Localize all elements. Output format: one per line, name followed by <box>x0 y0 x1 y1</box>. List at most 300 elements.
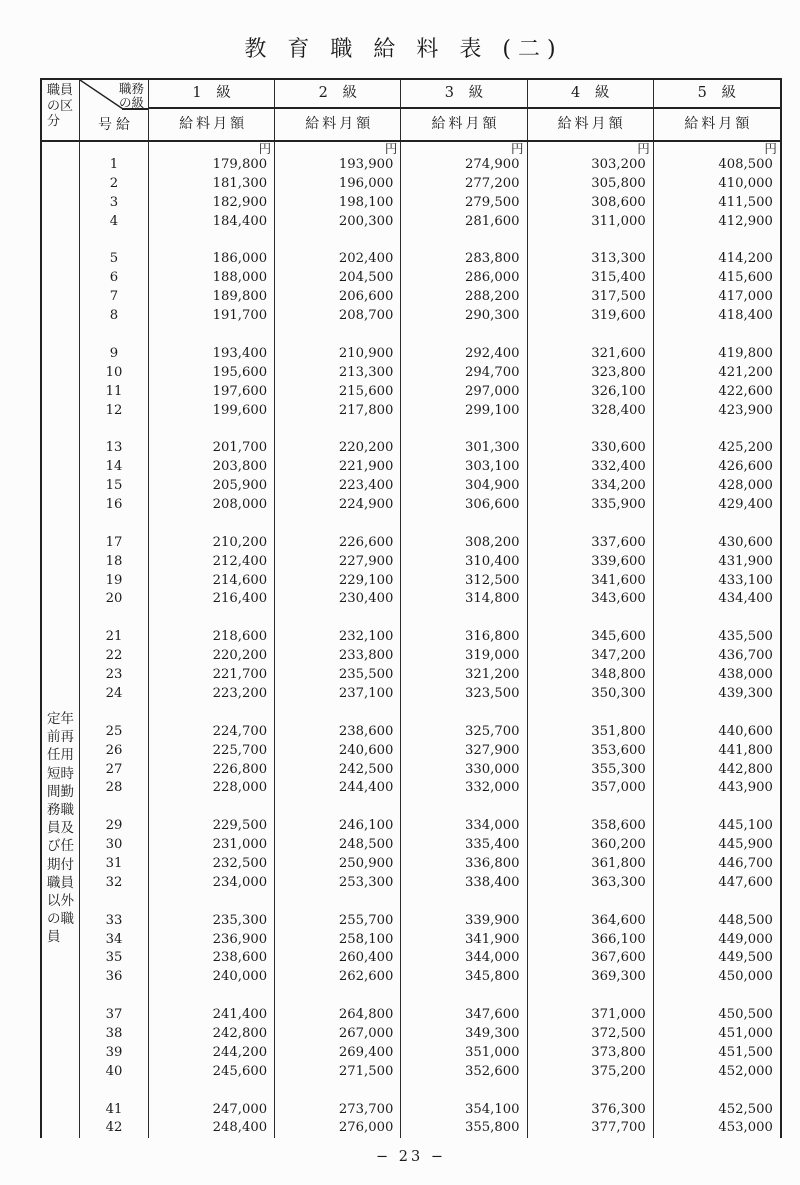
category-cell <box>42 968 80 987</box>
salary-cell: 436,700 <box>718 648 773 664</box>
salary-cell <box>528 232 654 251</box>
category-cell <box>42 250 80 269</box>
salary-cell: 269,400 <box>275 1044 401 1063</box>
salary-cell: 337,600 <box>528 534 654 553</box>
step-cell: 11 <box>80 383 149 402</box>
salary-cell: 188,000 <box>149 269 275 288</box>
salary-cell: 311,000 <box>528 213 654 232</box>
salary-cell: 220,200 <box>275 439 401 458</box>
step-cell: 24 <box>80 685 149 704</box>
salary-cell: 355,800 <box>401 1119 527 1138</box>
salary-cell: 255,700 <box>275 912 401 931</box>
salary-cell: 304,900 <box>401 477 527 496</box>
salary-cell: 224,700 <box>149 723 275 742</box>
salary-cell <box>149 515 275 534</box>
category-cell <box>42 1119 80 1138</box>
salary-cell: 325,700 <box>401 723 527 742</box>
category-cell <box>42 288 80 307</box>
salary-cell: 422,600 <box>718 383 773 399</box>
spacer-row <box>42 326 780 345</box>
category-cell <box>42 402 80 421</box>
salary-cell: 355,300 <box>528 761 654 780</box>
category-cell <box>42 496 80 515</box>
salary-cell: 301,300 <box>401 439 527 458</box>
salary-cell: 277,200 <box>401 175 527 194</box>
salary-cell: 238,600 <box>149 949 275 968</box>
salary-cell: 226,600 <box>275 534 401 553</box>
salary-cell: 189,800 <box>149 288 275 307</box>
salary-cell: 305,800 <box>528 175 654 194</box>
salary-cell: 330,600 <box>528 439 654 458</box>
salary-cell: 205,900 <box>149 477 275 496</box>
step-cell: 36 <box>80 968 149 987</box>
step-cell: 32 <box>80 874 149 893</box>
salary-cell: 247,000 <box>149 1101 275 1120</box>
step-cell: 37 <box>80 1006 149 1025</box>
step-cell: 22 <box>80 647 149 666</box>
step-cell: 13 <box>80 439 149 458</box>
page-title: 教 育 職 給 料 表 (二) <box>244 37 563 62</box>
salary-cell: 445,100 <box>718 818 773 834</box>
salary-cell: 341,600 <box>528 572 654 591</box>
table-body <box>42 156 780 1138</box>
salary-cell: 306,600 <box>401 496 527 515</box>
salary-cell: 221,700 <box>149 666 275 685</box>
table-row <box>42 364 780 383</box>
salary-cell: 321,600 <box>528 345 654 364</box>
step-cell: 33 <box>80 912 149 931</box>
salary-cell: 224,900 <box>275 496 401 515</box>
category-cell <box>42 420 80 439</box>
table-row <box>42 723 780 742</box>
category-cell <box>42 269 80 288</box>
salary-cell: 204,500 <box>275 269 401 288</box>
salary-cell: 451,500 <box>718 1044 773 1060</box>
step-cell: 40 <box>80 1063 149 1082</box>
table-row <box>42 931 780 950</box>
salary-cell: 345,800 <box>401 968 527 987</box>
table-row <box>42 1025 780 1044</box>
salary-cell: 319,000 <box>401 647 527 666</box>
salary-cell: 267,000 <box>275 1025 401 1044</box>
category-cell <box>42 628 80 647</box>
salary-cell <box>149 609 275 628</box>
salary-cell: 245,600 <box>149 1063 275 1082</box>
grade-column-header <box>401 80 527 140</box>
salary-header-label: 給料月額 <box>179 116 248 132</box>
salary-cell: 452,500 <box>718 1101 773 1117</box>
category-cell <box>42 194 80 213</box>
table-row <box>42 1006 780 1025</box>
salary-cell: 286,000 <box>401 269 527 288</box>
salary-header-label: 給料月額 <box>557 116 626 132</box>
salary-cell: 232,100 <box>275 628 401 647</box>
step-cell: 17 <box>80 534 149 553</box>
salary-cell: 212,400 <box>149 553 275 572</box>
salary-cell: 237,100 <box>275 685 401 704</box>
category-cell <box>42 590 80 609</box>
salary-cell: 434,400 <box>718 591 773 607</box>
step-cell: 30 <box>80 836 149 855</box>
salary-cell <box>528 987 654 1006</box>
salary-header-label: 給料月額 <box>684 116 753 132</box>
salary-cell: 363,300 <box>528 874 654 893</box>
step-cell <box>80 798 149 817</box>
salary-cell: 357,000 <box>528 779 654 798</box>
step-cell: 27 <box>80 761 149 780</box>
salary-cell: 376,300 <box>528 1101 654 1120</box>
step-cell: 5 <box>80 250 149 269</box>
category-cell <box>42 666 80 685</box>
salary-cell: 200,300 <box>275 213 401 232</box>
salary-cell: 419,800 <box>718 345 773 361</box>
salary-cell: 336,800 <box>401 855 527 874</box>
salary-cell: 221,900 <box>275 458 401 477</box>
salary-cell: 232,500 <box>149 855 275 874</box>
salary-cell: 181,300 <box>149 175 275 194</box>
salary-cell: 303,200 <box>528 156 654 175</box>
step-cell: 42 <box>80 1119 149 1138</box>
salary-cell: 186,000 <box>149 250 275 269</box>
step-cell <box>80 326 149 345</box>
salary-cell: 441,800 <box>718 742 773 758</box>
salary-cell <box>401 420 527 439</box>
table-row <box>42 439 780 458</box>
table-header <box>42 80 780 142</box>
table-row <box>42 402 780 421</box>
category-cell <box>42 458 80 477</box>
table-row <box>42 572 780 591</box>
salary-cell: 341,900 <box>401 931 527 950</box>
salary-cell: 279,500 <box>401 194 527 213</box>
grade-label: 3 級 <box>401 80 526 109</box>
step-cell: 3 <box>80 194 149 213</box>
salary-cell <box>275 609 401 628</box>
category-cell <box>42 326 80 345</box>
step-cell: 14 <box>80 458 149 477</box>
table-row <box>42 817 780 836</box>
table-row <box>42 949 780 968</box>
salary-cell: 448,500 <box>718 912 773 928</box>
step-cell <box>80 609 149 628</box>
table-row <box>42 628 780 647</box>
table-row <box>42 307 780 326</box>
salary-cell: 447,600 <box>718 874 773 890</box>
step-cell: 9 <box>80 345 149 364</box>
salary-cell <box>149 704 275 723</box>
salary-cell: 262,600 <box>275 968 401 987</box>
salary-cell: 445,900 <box>718 837 773 853</box>
salary-cell: 218,600 <box>149 628 275 647</box>
salary-cell <box>275 798 401 817</box>
salary-cell: 369,300 <box>528 968 654 987</box>
salary-cell: 223,200 <box>149 685 275 704</box>
salary-cell: 288,200 <box>401 288 527 307</box>
step-cell: 29 <box>80 817 149 836</box>
salary-cell: 425,200 <box>718 440 773 456</box>
step-cell: 41 <box>80 1101 149 1120</box>
category-cell <box>42 1101 80 1120</box>
salary-cell: 373,800 <box>528 1044 654 1063</box>
salary-cell <box>528 893 654 912</box>
salary-cell: 292,400 <box>401 345 527 364</box>
salary-cell: 258,100 <box>275 931 401 950</box>
salary-cell: 321,200 <box>401 666 527 685</box>
category-cell <box>42 232 80 251</box>
salary-cell: 226,800 <box>149 761 275 780</box>
salary-cell: 438,000 <box>718 667 773 683</box>
salary-cell: 367,600 <box>528 949 654 968</box>
salary-cell: 303,100 <box>401 458 527 477</box>
step-cell: 10 <box>80 364 149 383</box>
spacer-row <box>42 515 780 534</box>
salary-table <box>40 78 782 1138</box>
salary-cell <box>654 1082 780 1101</box>
table-row <box>42 855 780 874</box>
spacer-row <box>42 232 780 251</box>
salary-cell: 223,400 <box>275 477 401 496</box>
salary-cell: 429,400 <box>718 497 773 513</box>
category-cell <box>42 987 80 1006</box>
salary-cell: 334,000 <box>401 817 527 836</box>
spacer-row <box>42 987 780 1006</box>
category-cell <box>42 647 80 666</box>
category-cell <box>42 156 80 175</box>
salary-cell: 347,600 <box>401 1006 527 1025</box>
salary-cell <box>275 232 401 251</box>
salary-cell: 234,000 <box>149 874 275 893</box>
salary-cell: 225,700 <box>149 742 275 761</box>
salary-cell: 450,000 <box>718 969 773 985</box>
salary-cell: 351,800 <box>528 723 654 742</box>
step-cell: 6 <box>80 269 149 288</box>
salary-cell: 182,900 <box>149 194 275 213</box>
table-row <box>42 912 780 931</box>
salary-cell: 354,100 <box>401 1101 527 1120</box>
table-row <box>42 874 780 893</box>
salary-cell: 184,400 <box>149 213 275 232</box>
salary-cell: 360,200 <box>528 836 654 855</box>
unit-label: 円 <box>764 141 777 156</box>
grade-label: 5 級 <box>654 80 780 109</box>
salary-cell: 179,800 <box>149 156 275 175</box>
salary-cell <box>528 420 654 439</box>
salary-cell: 260,400 <box>275 949 401 968</box>
salary-cell: 210,200 <box>149 534 275 553</box>
salary-cell: 240,000 <box>149 968 275 987</box>
category-cell <box>42 1082 80 1101</box>
step-cell: 21 <box>80 628 149 647</box>
salary-cell <box>654 893 780 912</box>
table-row <box>42 534 780 553</box>
salary-cell: 338,400 <box>401 874 527 893</box>
salary-cell: 242,800 <box>149 1025 275 1044</box>
step-cell: 20 <box>80 590 149 609</box>
salary-cell: 377,700 <box>528 1119 654 1138</box>
spacer-row <box>42 1082 780 1101</box>
spacer-row <box>42 798 780 817</box>
table-row <box>42 383 780 402</box>
salary-cell: 241,400 <box>149 1006 275 1025</box>
salary-cell: 198,100 <box>275 194 401 213</box>
salary-cell: 314,800 <box>401 590 527 609</box>
salary-cell: 264,800 <box>275 1006 401 1025</box>
salary-cell: 191,700 <box>149 307 275 326</box>
salary-cell: 297,000 <box>401 383 527 402</box>
grade-label: 2 級 <box>275 80 400 109</box>
salary-cell: 229,100 <box>275 572 401 591</box>
salary-cell: 452,000 <box>718 1063 773 1079</box>
salary-cell: 294,700 <box>401 364 527 383</box>
category-cell <box>42 383 80 402</box>
salary-cell: 250,900 <box>275 855 401 874</box>
salary-cell: 446,700 <box>718 855 773 871</box>
salary-cell: 242,500 <box>275 761 401 780</box>
page-number: − 23 − <box>376 1149 446 1165</box>
salary-cell <box>149 987 275 1006</box>
category-cell <box>42 213 80 232</box>
table-row <box>42 250 780 269</box>
salary-cell: 233,800 <box>275 647 401 666</box>
grade-label: 4 級 <box>528 80 653 109</box>
salary-cell: 228,000 <box>149 779 275 798</box>
salary-cell <box>654 326 780 345</box>
step-cell <box>80 515 149 534</box>
salary-cell: 215,600 <box>275 383 401 402</box>
salary-cell: 195,600 <box>149 364 275 383</box>
salary-cell: 217,800 <box>275 402 401 421</box>
salary-cell <box>528 609 654 628</box>
unit-label: 円 <box>401 142 527 156</box>
salary-cell: 428,000 <box>718 478 773 494</box>
grade-column-header <box>654 80 780 140</box>
salary-cell: 315,400 <box>528 269 654 288</box>
step-cell: 1 <box>80 156 149 175</box>
salary-cell <box>275 515 401 534</box>
salary-cell: 443,900 <box>718 780 773 796</box>
unit-row <box>42 142 780 156</box>
table-row <box>42 288 780 307</box>
table-row <box>42 742 780 761</box>
salary-cell: 332,400 <box>528 458 654 477</box>
salary-cell <box>401 798 527 817</box>
salary-cell: 348,800 <box>528 666 654 685</box>
table-row <box>42 779 780 798</box>
salary-cell <box>401 1082 527 1101</box>
category-cell <box>42 609 80 628</box>
step-cell: 38 <box>80 1025 149 1044</box>
salary-cell: 201,700 <box>149 439 275 458</box>
table-row <box>42 269 780 288</box>
salary-cell: 199,600 <box>149 402 275 421</box>
salary-cell: 290,300 <box>401 307 527 326</box>
step-cell: 12 <box>80 402 149 421</box>
salary-cell <box>401 893 527 912</box>
unit-label: 円 <box>149 142 275 156</box>
category-cell <box>42 1044 80 1063</box>
salary-cell: 431,900 <box>718 553 773 569</box>
grade-column-header <box>275 80 401 140</box>
salary-cell: 442,800 <box>718 761 773 777</box>
salary-cell <box>654 798 780 817</box>
salary-cell: 366,100 <box>528 931 654 950</box>
salary-cell: 208,700 <box>275 307 401 326</box>
table-row <box>42 590 780 609</box>
category-cell <box>42 515 80 534</box>
salary-cell <box>275 704 401 723</box>
unit-label: 円 <box>275 142 401 156</box>
step-cell: 8 <box>80 307 149 326</box>
salary-cell: 347,200 <box>528 647 654 666</box>
staff-category-side-label: 定年前再任用短時間勤務職員及び任期付職員以外の職員 <box>47 711 74 946</box>
spacer-row <box>42 609 780 628</box>
category-cell <box>42 685 80 704</box>
salary-cell: 328,400 <box>528 402 654 421</box>
salary-cell: 450,500 <box>718 1007 773 1023</box>
salary-cell <box>654 987 780 1006</box>
salary-cell: 350,300 <box>528 685 654 704</box>
step-cell <box>80 704 149 723</box>
salary-cell <box>401 609 527 628</box>
table-row <box>42 761 780 780</box>
step-cell: 34 <box>80 931 149 950</box>
salary-cell: 316,800 <box>401 628 527 647</box>
salary-cell: 435,500 <box>718 629 773 645</box>
salary-cell: 361,800 <box>528 855 654 874</box>
salary-cell: 453,000 <box>718 1120 773 1136</box>
salary-cell <box>149 420 275 439</box>
salary-cell <box>401 232 527 251</box>
salary-cell: 312,500 <box>401 572 527 591</box>
salary-cell <box>654 232 780 251</box>
step-cell: 39 <box>80 1044 149 1063</box>
salary-cell: 197,600 <box>149 383 275 402</box>
salary-cell <box>275 326 401 345</box>
salary-cell: 240,600 <box>275 742 401 761</box>
step-cell: 28 <box>80 779 149 798</box>
salary-cell: 423,900 <box>718 402 773 418</box>
salary-cell: 230,400 <box>275 590 401 609</box>
salary-cell: 248,400 <box>149 1119 275 1138</box>
salary-cell: 408,500 <box>718 157 773 172</box>
salary-cell <box>275 420 401 439</box>
salary-cell: 308,200 <box>401 534 527 553</box>
category-cell <box>42 345 80 364</box>
step-cell: 19 <box>80 572 149 591</box>
header-staff-category: 職員の区分 <box>42 80 80 140</box>
table-row <box>42 1044 780 1063</box>
salary-cell: 227,900 <box>275 553 401 572</box>
step-cell: 25 <box>80 723 149 742</box>
salary-header-label: 給料月額 <box>305 116 374 132</box>
salary-cell: 317,500 <box>528 288 654 307</box>
salary-cell: 193,400 <box>149 345 275 364</box>
salary-cell: 371,000 <box>528 1006 654 1025</box>
salary-cell: 415,600 <box>718 270 773 286</box>
salary-cell: 210,900 <box>275 345 401 364</box>
grade-column-header <box>149 80 275 140</box>
salary-cell: 414,200 <box>718 251 773 267</box>
salary-cell <box>149 893 275 912</box>
salary-cell <box>654 515 780 534</box>
category-cell <box>42 1025 80 1044</box>
salary-cell: 344,000 <box>401 949 527 968</box>
salary-cell: 238,600 <box>275 723 401 742</box>
salary-cell: 421,200 <box>718 364 773 380</box>
table-row <box>42 194 780 213</box>
category-cell <box>42 572 80 591</box>
table-row <box>42 553 780 572</box>
